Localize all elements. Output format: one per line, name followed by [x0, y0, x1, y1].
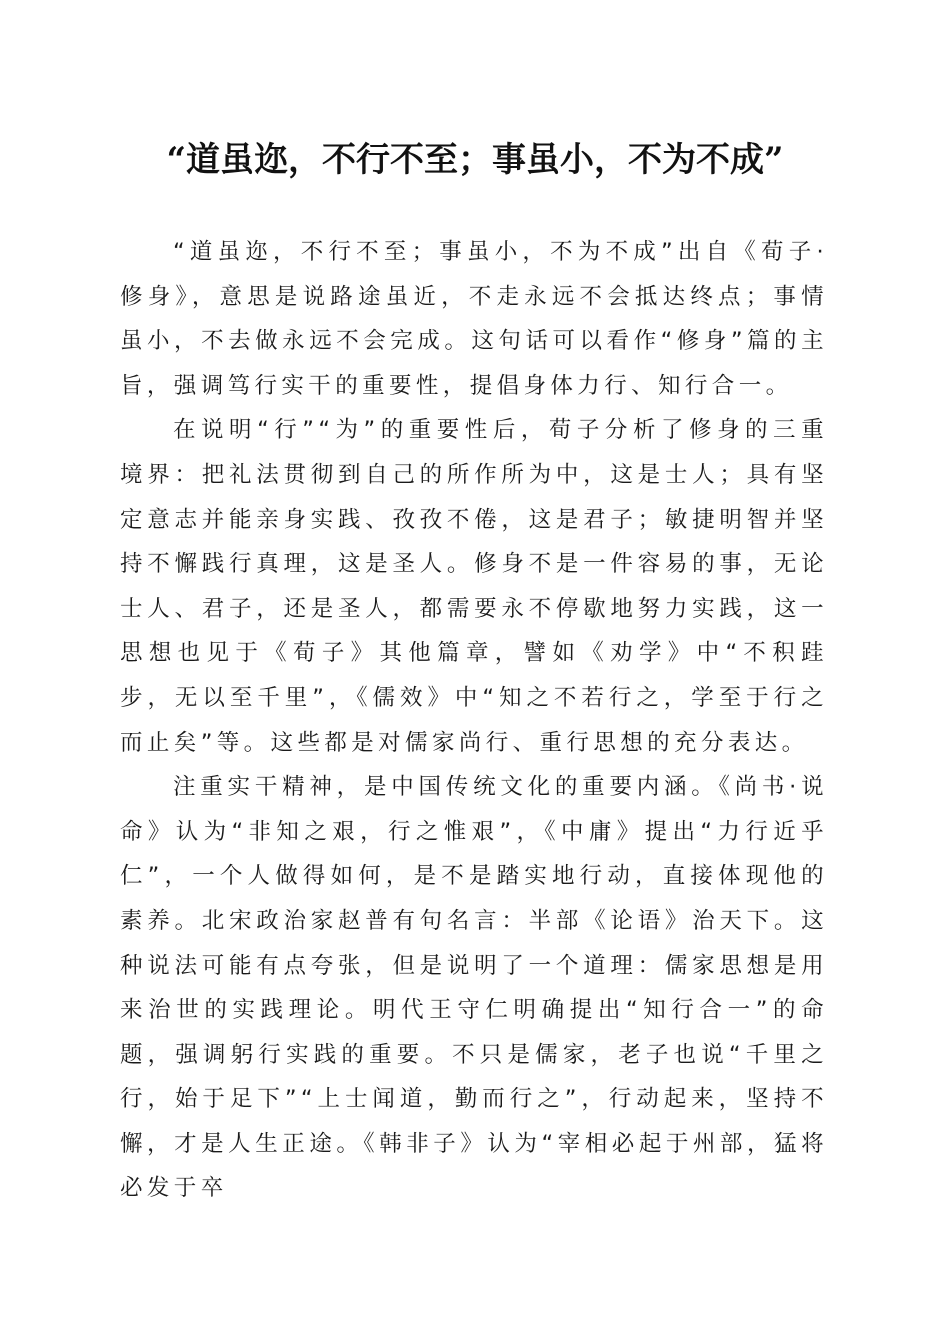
paragraph-3: 注重实干精神，是中国传统文化的重要内涵。《尚书·说命》认为“非知之艰，行之惟艰”，《中庸》提出“力行近乎仁”，一个人做得如何，是不是踏实地行动，直接体现他的素养。北宋政治家赵普有句名言：半部《论语》治天下。这种说法可能有点夸张，但是说明了一个道理：儒家思想是用来治世的实践理论。明代王守仁明确提出“知行合一”的命题，强调躬行实践的重要。不只是儒家，老子也说“千里之行，始于足下”“上士闻道，勤而行之”，行动起来，坚持不懈，才是人生正途。《韩非子》认为“宰相必起于州部，猛将必发于卒 [120, 774, 828, 1202]
document-title: “道虽迩，不行不至；事虽小，不为不成” [166, 140, 784, 180]
paragraph-2: 在说明“行”“为”的重要性后，荀子分析了修身的三重境界：把礼法贯彻到自己的所作所为中，这是士人；具有坚定意志并能亲身实践、孜孜不倦，这是君子；敏捷明智并坚持不懈践行真理，这是圣人。修身不是一件容易的事，无论士人、君子，还是圣人，都需要永不停歇地努力实践，这一思想也见于《荀子》其他篇章，譬如《劝学》中“不积跬步，无以至千里”，《儒效》中“知之不若行之，学至于行之而止矣”等。这些都是对儒家尚行、重行思想的充分表达。 [120, 417, 828, 756]
paragraph-1: “道虽迩，不行不至；事虽小，不为不成”出自《荀子·修身》，意思是说路途虽近，不走永远不会抵达终点；事情虽小，不去做永远不会完成。这句话可以看作“修身”篇的主旨，强调笃行实干的重要性，提倡身体力行、知行合一。 [120, 239, 828, 399]
document-body [120, 230, 828, 1211]
